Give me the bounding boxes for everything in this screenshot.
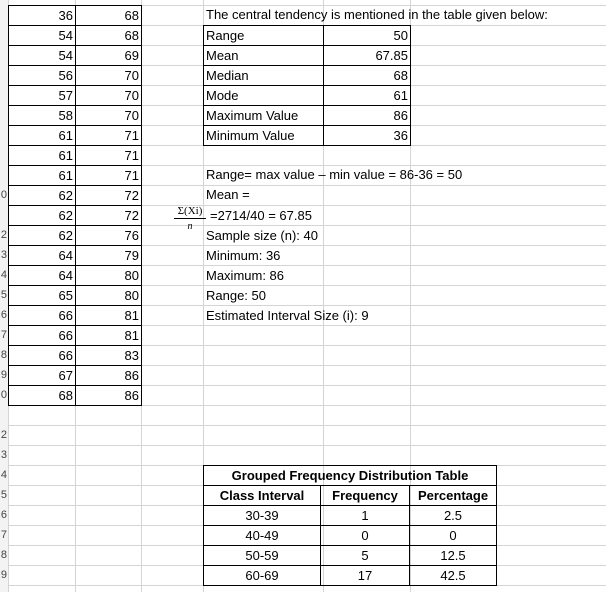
table-row — [204, 126, 411, 146]
table-row — [204, 506, 497, 526]
central-tendency-table — [203, 25, 411, 146]
column-header[interactable]: Percentage — [410, 486, 497, 506]
table-cell[interactable]: 50-59 — [204, 546, 321, 566]
table-title[interactable]: Grouped Frequency Distribution Table — [204, 466, 497, 486]
row-number[interactable]: 6 — [0, 509, 7, 521]
table-header-row — [204, 486, 497, 506]
table-cell[interactable]: 67 — [8, 365, 76, 386]
table-cell[interactable]: 42.5 — [410, 566, 497, 586]
table-row — [204, 526, 497, 546]
table-cell[interactable]: 66 — [8, 305, 76, 326]
table-cell[interactable]: 61 — [8, 145, 76, 166]
mean-calculation[interactable]: =2714/40 = 67.85 — [210, 208, 312, 223]
table-cell[interactable]: 70 — [75, 105, 142, 126]
table-cell[interactable]: Minimum Value — [204, 126, 324, 146]
table-cell[interactable]: 71 — [75, 125, 142, 146]
table-cell[interactable]: 71 — [75, 165, 142, 186]
table-cell[interactable]: 80 — [75, 265, 142, 286]
table-cell[interactable]: 12.5 — [410, 546, 497, 566]
sample-size[interactable]: Sample size (n): 40 — [206, 228, 318, 243]
table-cell[interactable]: Median — [204, 66, 324, 86]
range-calculation[interactable]: Range= max value – min value = 86-36 = 50 — [206, 167, 463, 182]
table-cell[interactable]: 61 — [8, 165, 76, 186]
table-row — [204, 566, 497, 586]
table-cell[interactable]: 81 — [75, 305, 142, 326]
row-number[interactable]: 9 — [0, 569, 7, 581]
table-cell[interactable]: 68 — [75, 5, 142, 26]
table-cell[interactable]: 36 — [324, 126, 411, 146]
row-number[interactable]: 2 — [0, 229, 7, 241]
minimum-note[interactable]: Minimum: 36 — [206, 248, 281, 263]
maximum-note[interactable]: Maximum: 86 — [206, 268, 285, 283]
table-cell[interactable]: 81 — [75, 325, 142, 346]
row-number[interactable]: 6 — [0, 309, 7, 321]
table-cell[interactable]: 70 — [75, 85, 142, 106]
table-cell[interactable]: 71 — [75, 145, 142, 166]
table-cell[interactable]: 40-49 — [204, 526, 321, 546]
table-cell[interactable]: 66 — [8, 325, 76, 346]
column-header[interactable]: Class Interval — [204, 486, 321, 506]
table-cell[interactable]: 67.85 — [324, 46, 411, 66]
table-cell[interactable]: 2.5 — [410, 506, 497, 526]
row-number[interactable]: 3 — [0, 449, 7, 461]
table-cell[interactable]: Range — [204, 26, 324, 46]
table-row — [204, 86, 411, 106]
table-cell[interactable]: 1 — [321, 506, 410, 526]
table-cell[interactable]: 72 — [75, 205, 142, 226]
row-number[interactable]: 7 — [0, 329, 7, 341]
table-cell[interactable]: 79 — [75, 245, 142, 266]
table-cell[interactable]: 56 — [8, 65, 76, 86]
table-title-row — [204, 466, 497, 486]
table-cell[interactable]: 0 — [321, 526, 410, 546]
row-number[interactable]: 7 — [0, 529, 7, 541]
table-cell[interactable]: 86 — [324, 106, 411, 126]
table-row — [204, 66, 411, 86]
table-cell[interactable]: 72 — [75, 185, 142, 206]
table-cell[interactable]: 69 — [75, 45, 142, 66]
row-number[interactable] — [0, 405, 7, 425]
row-number[interactable]: 5 — [0, 489, 7, 501]
table-cell[interactable]: 61 — [8, 125, 76, 146]
row-number[interactable]: 2 — [0, 429, 7, 441]
table-cell[interactable]: Mode — [204, 86, 324, 106]
table-cell[interactable]: 60-69 — [204, 566, 321, 586]
mean-formula — [174, 205, 206, 233]
table-cell[interactable]: 62 — [8, 185, 76, 206]
row-number[interactable]: 0 — [0, 389, 7, 401]
table-cell[interactable]: 62 — [8, 225, 76, 246]
table-cell[interactable]: 54 — [8, 45, 76, 66]
table-row — [204, 546, 497, 566]
range-note[interactable]: Range: 50 — [206, 288, 266, 303]
formula-numerator: Σ(Xi) — [174, 205, 206, 219]
table-cell[interactable]: 68 — [324, 66, 411, 86]
table-cell[interactable]: 61 — [324, 86, 411, 106]
column-header[interactable]: Frequency — [321, 486, 410, 506]
row-number[interactable]: 8 — [0, 349, 7, 361]
row-number[interactable]: 4 — [0, 469, 7, 481]
table-cell[interactable]: 68 — [75, 25, 142, 46]
interval-note[interactable]: Estimated Interval Size (i): 9 — [206, 308, 369, 323]
table-row — [204, 46, 411, 66]
mean-label[interactable]: Mean = — [206, 187, 250, 202]
table-cell[interactable]: 68 — [8, 385, 76, 406]
row-number[interactable] — [0, 205, 7, 225]
table-cell[interactable]: 86 — [75, 365, 142, 386]
row-number[interactable]: 0 — [0, 189, 7, 201]
table-cell[interactable]: 65 — [8, 285, 76, 306]
table-row — [204, 26, 411, 46]
table-cell[interactable]: 36 — [8, 5, 76, 26]
table-cell[interactable]: Mean — [204, 46, 324, 66]
central-tendency-heading: The central tendency is mentioned in the table given below: — [206, 7, 548, 22]
row-number[interactable]: 4 — [0, 269, 7, 281]
grid-line — [8, 445, 606, 446]
table-cell[interactable]: 62 — [8, 205, 76, 226]
table-cell[interactable]: 83 — [75, 345, 142, 366]
table-cell[interactable]: 66 — [8, 345, 76, 366]
table-cell[interactable]: Maximum Value — [204, 106, 324, 126]
table-cell[interactable]: 54 — [8, 25, 76, 46]
row-number[interactable]: 5 — [0, 289, 7, 301]
table-cell[interactable]: 58 — [8, 105, 76, 126]
table-row — [204, 106, 411, 126]
table-cell[interactable]: 70 — [75, 65, 142, 86]
formula-denominator: n — [187, 221, 193, 232]
row-number[interactable]: 9 — [0, 369, 7, 381]
grouped-frequency-table — [203, 465, 497, 586]
table-cell[interactable]: 64 — [8, 265, 76, 286]
row-number[interactable]: 3 — [0, 249, 7, 261]
table-cell[interactable]: 57 — [8, 85, 76, 106]
table-cell[interactable]: 0 — [410, 526, 497, 546]
table-cell[interactable]: 80 — [75, 285, 142, 306]
grid-line — [8, 425, 606, 426]
table-cell[interactable]: 30-39 — [204, 506, 321, 526]
table-cell[interactable]: 76 — [75, 225, 142, 246]
table-cell[interactable]: 64 — [8, 245, 76, 266]
table-cell[interactable]: 50 — [324, 26, 411, 46]
table-cell[interactable]: 17 — [321, 566, 410, 586]
row-number[interactable]: 8 — [0, 549, 7, 561]
table-cell[interactable]: 5 — [321, 546, 410, 566]
table-cell[interactable]: 86 — [75, 385, 142, 406]
